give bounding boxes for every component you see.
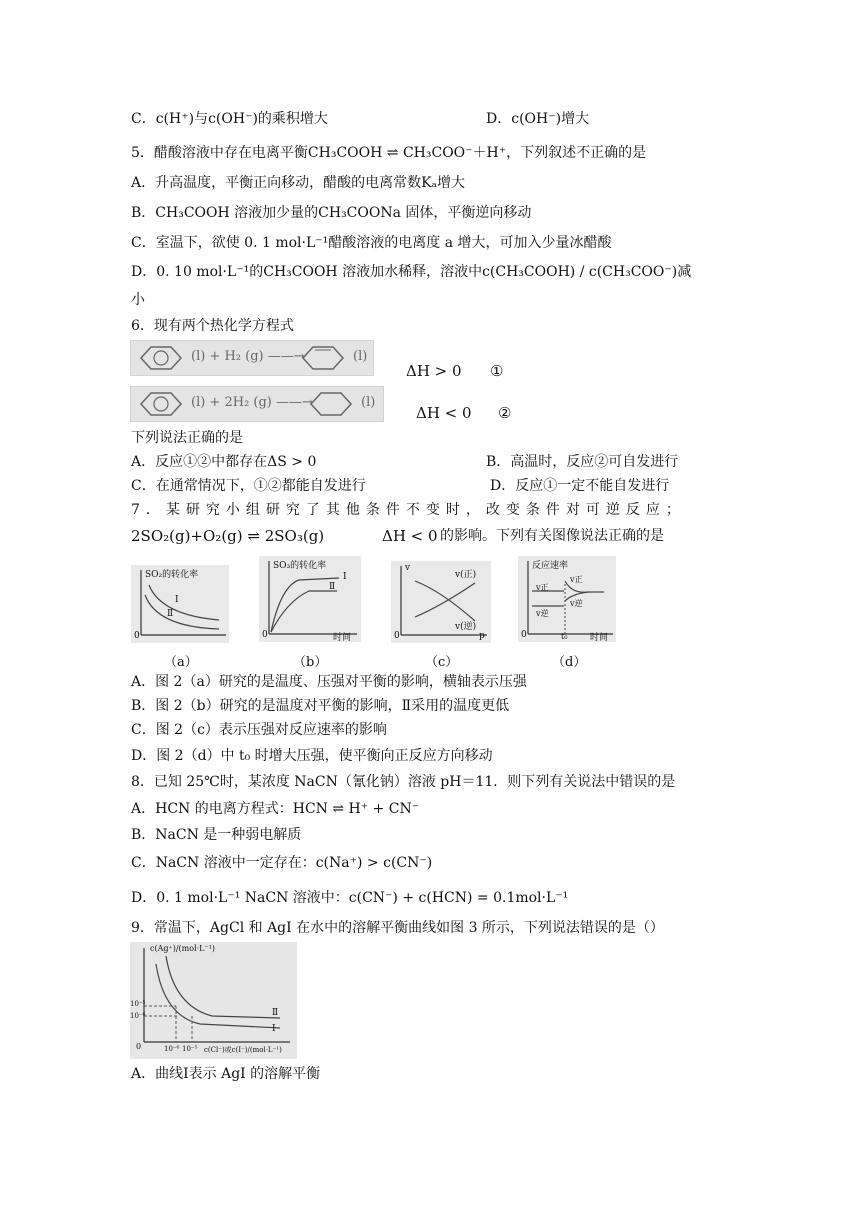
q5-option-b: B．CH₃COOH 溶液加少量的CH₃COONa 固体，平衡逆向移动 (131, 205, 532, 221)
q7-option-a: A．图 2（a）研究的是温度、压强对平衡的影响，横轴表示压强 (131, 674, 527, 690)
q5-option-d-cont: 小 (131, 292, 145, 308)
equation-1-image (130, 340, 374, 376)
graph-d-series-4: v逆 (570, 599, 583, 608)
solubility-ylabel: c(Ag⁺)/(mol·L⁻¹) (150, 944, 216, 953)
graph-b-series-1: Ⅰ (343, 572, 347, 582)
graph-d-caption: （d） (552, 655, 587, 670)
q5-option-a: A．升高温度，平衡正向移动，醋酸的电离常数Kₐ增大 (131, 175, 465, 191)
q5-option-d: D．0. 10 mol·L⁻¹的CH₃COOH 溶液加水稀释，溶液中c(CH₃COOH) / c(CH₃COO⁻)减 (131, 264, 692, 280)
q6-option-d: D．反应①一定不能自发进行 (490, 478, 670, 494)
solubility-xtick-1: 10⁻⁶ (164, 1045, 180, 1053)
graph-b-origin: 0 (262, 630, 268, 640)
graph-c-origin: 0 (394, 631, 400, 641)
equation-1-num: ① (490, 362, 504, 380)
graph-d-xlabel: 时间 (590, 633, 609, 643)
q6-ask: 下列说法正确的是 (131, 430, 243, 446)
graph-a-series-2: Ⅱ (167, 609, 174, 619)
q7-stem-rest: 的影响。下列有关图像说法正确的是 (440, 528, 664, 544)
q6-option-c: C．在通常情况下，①②都能自发进行 (131, 478, 366, 494)
equation-2-image (130, 386, 384, 422)
q7-dh: ΔH < 0 (382, 527, 438, 545)
solubility-xlabel: c(Cl⁻)或c(I⁻)/(mol·L⁻¹) (204, 1046, 282, 1054)
graph-a-caption: （a） (164, 655, 198, 670)
q8-stem: 8．已知 25℃时，某浓度 NaCN（氰化钠）溶液 pH＝11．则下列有关说法中错误的是 (131, 774, 676, 790)
graph-b-ylabel: SO₃的转化率 (273, 561, 327, 571)
graph-c-ylabel: v (405, 563, 411, 573)
q4-option-c: C．c(H⁺)与c(OH⁻)的乘积增大 (131, 111, 328, 127)
q6-option-a: A．反应①②中都存在ΔS > 0 (131, 454, 317, 470)
graph-c-series-1: v(正) (455, 570, 477, 580)
q7-option-b: B．图 2（b）研究的是温度对平衡的影响，Ⅱ采用的温度更低 (131, 698, 510, 714)
equation-1-text: (l) + H₂ (g) ——→ (191, 349, 305, 364)
solubility-ytick-2: 10⁻⁶ (130, 1012, 146, 1020)
equation-2-text: (l) + 2H₂ (g) ——→ (191, 395, 313, 410)
solubility-series-1: Ⅰ (272, 1024, 276, 1034)
graph-c-xlabel: p (479, 631, 485, 641)
q7-option-d: D．图 2（d）中 t₀ 时增大压强，使平衡向正反应方向移动 (131, 748, 493, 764)
graph-d-ylabel: 反应速率 (532, 561, 569, 571)
q7-equation: 2SO₂(g)+O₂(g) ⇌ 2SO₃(g) (131, 527, 325, 545)
graph-c-series-2: v(逆) (455, 622, 477, 632)
equation-1-product: (l) (353, 349, 368, 364)
solubility-origin: 0 (136, 1042, 142, 1051)
equation-2-dh: ΔH < 0 (416, 404, 472, 422)
q8-option-d: D．0. 1 mol·L⁻¹ NaCN 溶液中：c(CN⁻) + c(HCN) = 0.1mol·L⁻¹ (131, 890, 569, 906)
q6-option-b: B．高温时，反应②可自发进行 (486, 454, 679, 470)
q6-stem: 6．现有两个热化学方程式 (131, 318, 294, 334)
graph-a (131, 565, 229, 643)
q8-option-a: A．HCN 的电离方程式：HCN ⇌ H⁺ + CN⁻ (131, 801, 420, 817)
equation-2-product: (l) (361, 395, 376, 410)
graph-c (391, 561, 491, 643)
graph-d-series-2: v逆 (536, 609, 549, 618)
q9-option-a: A．曲线Ⅰ表示 AgI 的溶解平衡 (131, 1066, 321, 1082)
solubility-xtick-2: 10⁻⁵ (182, 1045, 198, 1053)
graph-d-origin: 0 (521, 630, 527, 640)
q4-option-d: D．c(OH⁻)增大 (486, 111, 590, 127)
graph-d (518, 556, 616, 642)
graph-a-origin: 0 (134, 631, 140, 641)
solubility-ytick-1: 10⁻⁵ (130, 1000, 146, 1008)
equation-1-dh: ΔH > 0 (406, 362, 462, 380)
q7-stem: 7．某研究小组研究了其他条件不变时，改变条件对可逆反应； (131, 502, 686, 518)
q5-option-c: C．室温下，欲使 0. 1 mol·L⁻¹醋酸溶液的电离度 a 增大，可加入少量冰醋酸 (131, 235, 612, 251)
q8-option-c: C．NaCN 溶液中一定存在：c(Na⁺) > c(CN⁻) (131, 855, 433, 871)
graph-d-series-1: v正 (536, 583, 549, 592)
graph-b-series-2: Ⅱ (329, 582, 336, 592)
q9-stem: 9．常温下，AgCl 和 AgI 在水中的溶解平衡曲线如图 3 所示，下列说法错误的是（） (131, 920, 664, 936)
graph-c-caption: （c） (425, 655, 459, 670)
graph-d-series-3: v正 (570, 575, 583, 584)
q7-option-c: C．图 2（c）表示压强对反应速率的影响 (131, 722, 387, 738)
graph-b-xlabel: 时间 (333, 633, 352, 643)
graph-b-caption: （b） (293, 655, 328, 670)
graph-solubility (130, 942, 297, 1059)
equation-2-num: ② (498, 404, 512, 422)
graph-a-series-1: Ⅰ (175, 595, 179, 605)
graph-d-tick: t₀ (561, 632, 568, 641)
graph-b (259, 556, 361, 642)
q5-stem: 5．醋酸溶液中存在电离平衡CH₃COOH ⇌ CH₃COO⁻＋H⁺，下列叙述不正确的是 (131, 145, 647, 161)
solubility-series-2: Ⅱ (272, 1008, 279, 1018)
graph-a-ylabel: SO₂的转化率 (145, 570, 199, 580)
q8-option-b: B．NaCN 是一种弱电解质 (131, 827, 302, 843)
